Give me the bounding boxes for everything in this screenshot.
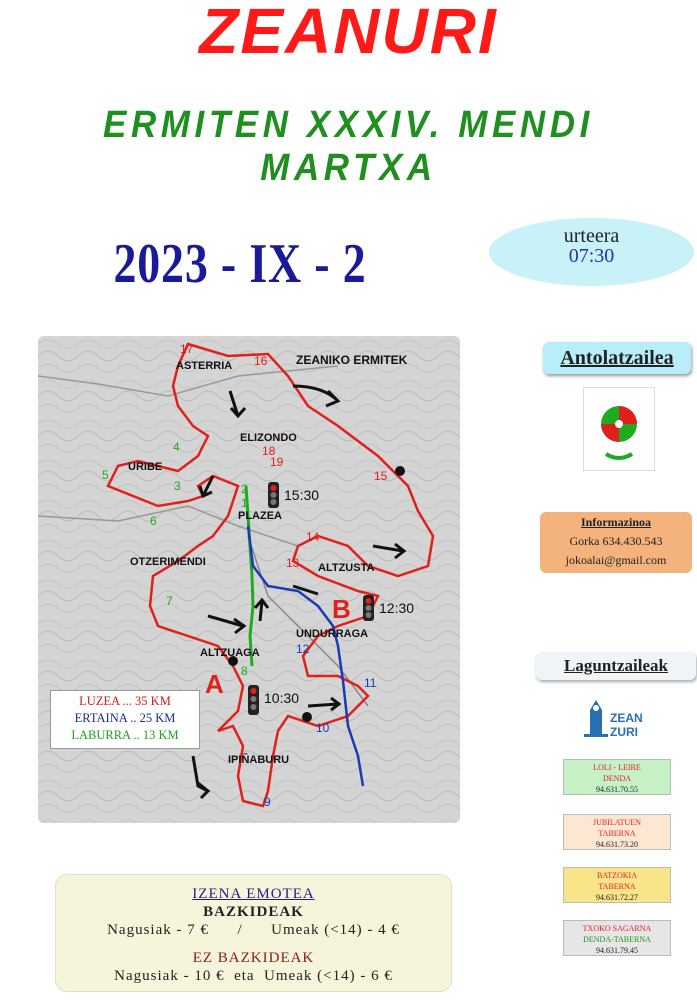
route-map <box>38 336 460 823</box>
waypoint-number: 9 <box>264 795 271 809</box>
info-heading: Informazinoa <box>581 515 651 529</box>
waypoint-number: 3 <box>174 479 181 493</box>
joko-alai-logo <box>583 387 655 471</box>
waypoint-number: 10 <box>316 721 330 735</box>
sponsor-phone: 94.631.79.45 <box>596 946 638 955</box>
waypoint-number: 16 <box>254 354 268 368</box>
place-label: ELIZONDO <box>240 432 297 444</box>
legend-short: LABURRA .. 13 KM <box>71 728 179 742</box>
page-title: ZEANURI <box>199 0 498 67</box>
place-label: IPIÑABURU <box>228 754 290 766</box>
place-label: ASTERRIA <box>176 360 233 372</box>
event-date: 2023 - IX - 2 <box>113 233 367 295</box>
logo-text-1: ZEAN <box>610 711 643 725</box>
checkpoint-letter: B <box>332 594 351 624</box>
sponsor-card <box>563 814 671 850</box>
sponsor-name: JUBILATUEN <box>593 818 641 827</box>
waypoint-number: 1 <box>241 496 248 510</box>
organizer-heading: Antolatzailea <box>543 342 691 374</box>
waypoint-number: 15 <box>374 469 388 483</box>
traffic-light-icon <box>268 482 279 508</box>
sponsor-name: LOLI - LEIRE <box>593 763 641 772</box>
place-label: OTZERIMENDI <box>130 556 206 568</box>
members-prices: Nagusiak - 7 € / Umeak (<14) - 4 € <box>107 922 400 938</box>
map-title: ZEANIKO ERMITEK <box>296 353 408 367</box>
nonmembers-prices: Nagusiak - 10 € eta Umeak (<14) - 6 € <box>114 968 393 984</box>
place-label: ALTZUAGA <box>200 647 260 659</box>
event-subtitle: ERMITEN XXXIV. MENDI MARTXA <box>103 104 594 189</box>
departure-time: 07:30 <box>568 245 615 267</box>
waypoint-number: 13 <box>286 556 300 570</box>
sponsor-type: TABERNA <box>598 882 636 891</box>
sponsor-name: BATZOKIA <box>597 871 637 880</box>
waypoint-number: 2 <box>241 482 248 496</box>
departure-badge <box>489 218 694 286</box>
waypoint-number: 4 <box>173 440 180 454</box>
sponsor-phone: 94.631.73.20 <box>596 840 638 849</box>
sponsor-card <box>563 920 671 956</box>
logo-text-2: ZURI <box>610 725 638 739</box>
waypoint-number: 11 <box>364 676 377 690</box>
waypoint-number: 18 <box>262 444 276 458</box>
place-label: UNDURRAGA <box>296 628 369 640</box>
sponsor-name: TXOKO SAGARNA <box>582 924 652 933</box>
waypoint-number: 5 <box>102 468 109 482</box>
zeanuri-logo <box>580 688 655 740</box>
checkpoint-letter: A <box>205 669 224 699</box>
waypoint-number: 7 <box>166 594 173 608</box>
departure-label: urteera <box>563 225 620 247</box>
route-map-graphic <box>38 336 460 823</box>
nonmembers-heading: EZ BAZKIDEAK <box>192 950 315 966</box>
info-email: jokoalai@gmail.com <box>565 553 667 567</box>
waypoint-number: 14 <box>306 530 320 544</box>
sponsor-phone: 94.631.70.55 <box>596 785 638 794</box>
waypoint-number: 17 <box>180 342 194 356</box>
waypoint-number: 8 <box>241 664 248 678</box>
info-box <box>540 512 692 573</box>
sponsor-type: DENDA <box>603 774 631 783</box>
legend-long: LUZEA ... 35 KM <box>79 694 171 708</box>
checkpoint-time: 15:30 <box>284 487 320 503</box>
sponsor-card <box>563 759 671 795</box>
waypoint-number: 12 <box>296 642 310 656</box>
sponsor-type: DENDA-TABERNA <box>583 935 651 944</box>
registration-box <box>55 874 452 992</box>
waypoint-number: 19 <box>270 455 284 469</box>
place-label: ALTZUSTA <box>318 562 375 574</box>
sponsor-type: TABERNA <box>598 829 636 838</box>
place-label: PLAZEA <box>238 510 282 522</box>
sponsors-heading: Laguntzaileak <box>536 652 696 680</box>
sponsor-phone: 94.631.72.27 <box>596 893 638 902</box>
members-heading: BAZKIDEAK <box>203 904 304 920</box>
route-legend <box>50 690 200 749</box>
registration-heading: IZENA EMOTEA <box>192 886 315 902</box>
waypoint-number: 6 <box>150 514 157 528</box>
place-label: URIBE <box>128 461 163 473</box>
checkpoint-time: 10:30 <box>264 690 300 706</box>
checkpoint-time: 12:30 <box>379 600 415 616</box>
info-phone: Gorka 634.430.543 <box>569 534 663 548</box>
sponsor-card <box>563 867 671 903</box>
legend-medium: ERTAINA .. 25 KM <box>74 711 176 725</box>
